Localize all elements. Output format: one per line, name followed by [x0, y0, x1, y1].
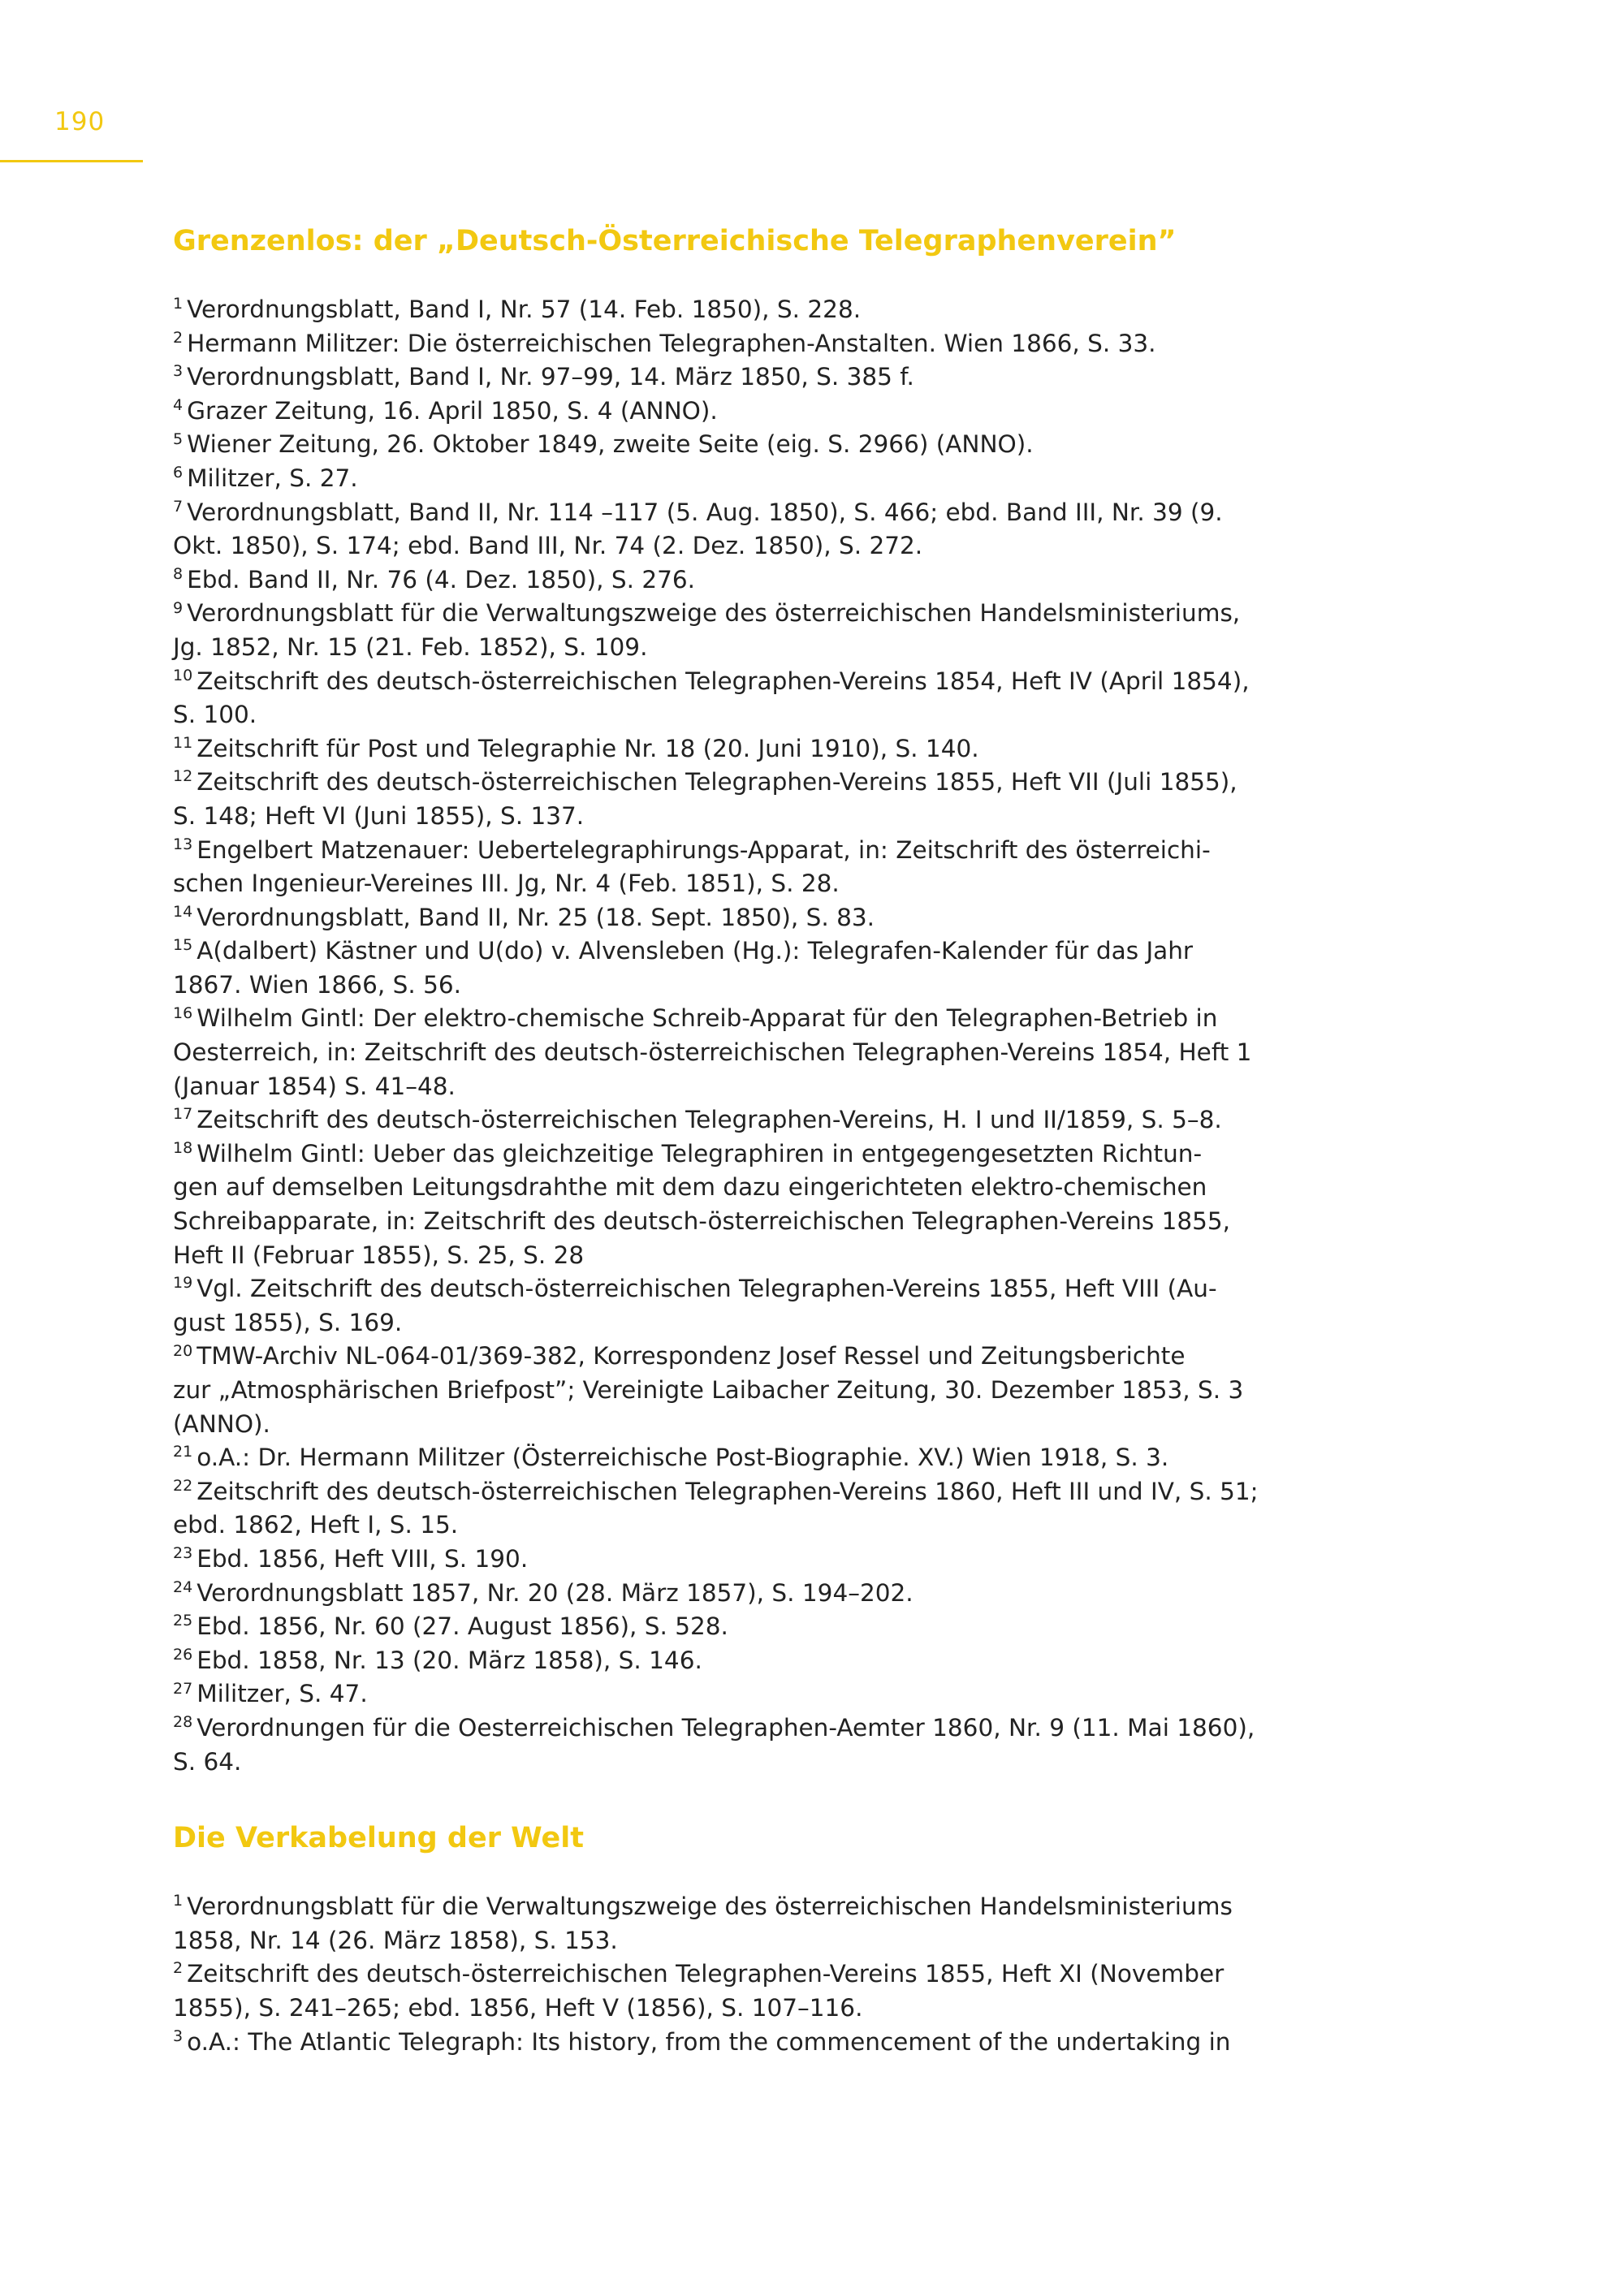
endnote-item [173, 360, 1440, 395]
endnote-number: 28 [173, 1713, 193, 1732]
endnote-item [173, 428, 1440, 462]
endnote-number: 14 [173, 902, 193, 921]
endnote-number: 12 [173, 767, 193, 786]
endnote-list [173, 1890, 1440, 2059]
endnote-text-line: Hermann Militzer: Die österreichischen Telegraphen-Anstalten. Wien 1866, S. 33. [187, 329, 1156, 357]
endnote-number: 1 [173, 295, 184, 313]
endnote-text-line: S. 100. [173, 701, 257, 729]
endnote-item [173, 395, 1440, 429]
endnote-text-line: gen auf demselben Leitungsdrahthe mit dem dazu eingerichteten elektro-chemischen [173, 1173, 1207, 1202]
endnote-item [173, 1677, 1440, 1711]
endnote-item [173, 1340, 1440, 1441]
endnote-item [173, 1577, 1440, 1611]
endnote-item [173, 293, 1440, 327]
endnote-text-line: Zeitschrift des deutsch-österreichischen Telegraphen-Vereins 1860, Heft III und IV, S. 51; [197, 1477, 1259, 1505]
endnote-number: 17 [173, 1105, 193, 1124]
endnote-text-line: Wilhelm Gintl: Der elektro-chemische Schreib-Apparat für den Telegraphen-Betrieb in [197, 1004, 1218, 1033]
endnote-number: 23 [173, 1544, 193, 1563]
endnote-item [173, 766, 1440, 833]
endnote-text-line: 1858, Nr. 14 (26. März 1858), S. 153. [173, 1926, 618, 1954]
endnote-item [173, 563, 1440, 598]
endnote-text-line: Jg. 1852, Nr. 15 (21. Feb. 1852), S. 109. [173, 632, 648, 661]
section-heading: Grenzenlos: der „Deutsch-Österreichische Telegraphenverein” [173, 225, 1177, 257]
endnote-number: 5 [173, 429, 184, 448]
endnote-item [173, 327, 1440, 361]
section-heading: Die Verkabelung der Welt [173, 1822, 584, 1855]
endnote-text-line: o.A.: The Atlantic Telegraph: Its history, from the commencement of the undertaking in [187, 2027, 1231, 2056]
endnote-text-line: Ebd. Band II, Nr. 76 (4. Dez. 1850), S. 276. [187, 565, 696, 594]
endnote-number: 22 [173, 1476, 193, 1495]
endnote-item [173, 1890, 1440, 1957]
endnote-section [173, 1818, 1440, 2059]
endnote-number: 6 [173, 464, 184, 482]
endnote-number: 19 [173, 1274, 193, 1293]
endnote-text-line: ebd. 1862, Heft I, S. 15. [173, 1511, 459, 1539]
endnote-text-line: Zeitschrift für Post und Telegraphie Nr. 18 (20. Juni 1910), S. 140. [197, 734, 979, 762]
endnote-item [173, 732, 1440, 766]
endnote-text-line: Schreibapparate, in: Zeitschrift des deutsch-österreichischen Telegraphen-Vereins 1855, [173, 1207, 1231, 1236]
endnote-text-line: 1855), S. 241–265; ebd. 1856, Heft V (1856), S. 107–116. [173, 1993, 863, 2022]
endnote-text-line: S. 148; Heft VI (Juni 1855), S. 137. [173, 801, 585, 830]
endnote-item [173, 934, 1440, 1002]
endnote-number: 27 [173, 1679, 193, 1698]
endnote-text-line: Heft II (Februar 1855), S. 25, S. 28 [173, 1241, 585, 1269]
endnote-number: 11 [173, 733, 193, 752]
endnote-item [173, 1711, 1440, 1779]
endnote-text-line: (ANNO). [173, 1409, 270, 1438]
endnote-number: 24 [173, 1578, 193, 1596]
endnote-number: 25 [173, 1612, 193, 1630]
endnote-text-line: (Januar 1854) S. 41–48. [173, 1072, 456, 1100]
endnote-text-line: Verordnungsblatt, Band I, Nr. 57 (14. Feb. 1850), S. 228. [187, 296, 862, 323]
endnote-text-line: Verordnungen für die Oesterreichischen Telegraphen-Aemter 1860, Nr. 9 (11. Mai 1860), [197, 1713, 1255, 1742]
endnote-item [173, 1644, 1440, 1678]
endnote-text-line: Zeitschrift des deutsch-österreichischen Telegraphen-Vereins 1854, Heft IV (April 1854), [197, 667, 1250, 695]
endnote-number: 3 [173, 362, 184, 381]
endnote-item [173, 1002, 1440, 1103]
endnote-number: 1 [173, 1892, 184, 1910]
endnote-number: 26 [173, 1645, 193, 1664]
endnote-item [173, 1610, 1440, 1644]
endnote-item [173, 462, 1440, 496]
endnote-text-line: Verordnungsblatt für die Verwaltungszweige des österreichischen Handelsministeriums [187, 1893, 1233, 1921]
endnote-item [173, 901, 1440, 935]
endnote-item [173, 2026, 1440, 2060]
endnote-item [173, 834, 1440, 901]
endnote-text-line: o.A.: Dr. Hermann Militzer (Österreichische Post-Biographie. XV.) Wien 1918, S. 3. [197, 1444, 1169, 1472]
endnote-item [173, 1543, 1440, 1577]
endnote-text-line: Verordnungsblatt 1857, Nr. 20 (28. März 1857), S. 194–202. [197, 1578, 914, 1607]
endnote-number: 13 [173, 835, 193, 853]
endnote-number: 3 [173, 2027, 184, 2045]
endnote-number: 18 [173, 1139, 193, 1158]
endnote-number: 21 [173, 1443, 193, 1461]
endnote-text-line: Oesterreich, in: Zeitschrift des deutsch-österreichischen Telegraphen-Vereins 1854, Heft 1 [173, 1038, 1252, 1067]
endnote-text-line: Okt. 1850), S. 174; ebd. Band III, Nr. 74 (2. Dez. 1850), S. 272. [173, 532, 923, 560]
endnote-item [173, 1272, 1440, 1340]
endnote-text-line: Zeitschrift des deutsch-österreichischen Telegraphen-Vereins, H. I und II/1859, S. 5–8. [197, 1106, 1222, 1134]
endnote-text-line: Wiener Zeitung, 26. Oktober 1849, zweite Seite (eig. S. 2966) (ANNO). [187, 430, 1034, 459]
endnote-text-line: schen Ingenieur-Vereines III. Jg, Nr. 4 (Feb. 1851), S. 28. [173, 870, 840, 898]
endnote-text-line: zur „Atmosphärischen Briefpost”; Vereinigte Laibacher Zeitung, 30. Dezember 1853, S. 3 [173, 1376, 1244, 1404]
endnote-item [173, 665, 1440, 732]
endnote-number: 15 [173, 936, 193, 955]
endnote-text-line: Ebd. 1856, Nr. 60 (27. August 1856), S. 528. [197, 1612, 728, 1641]
endnote-text-line: Zeitschrift des deutsch-österreichischen Telegraphen-Vereins 1855, Heft XI (November [187, 1960, 1224, 1988]
endnote-number: 2 [173, 1959, 184, 1978]
endnote-text-line: Militzer, S. 27. [187, 464, 358, 492]
endnote-number: 8 [173, 564, 184, 583]
endnote-number: 10 [173, 666, 193, 684]
endnote-text-line: Verordnungsblatt für die Verwaltungszweige des österreichischen Handelsministeriums, [187, 599, 1241, 628]
endnote-item [173, 1103, 1440, 1137]
endnote-text-line: 1867. Wien 1866, S. 56. [173, 970, 461, 999]
endnote-text-line: Ebd. 1856, Heft VIII, S. 190. [197, 1544, 529, 1573]
endnote-number: 4 [173, 395, 184, 414]
endnote-number: 7 [173, 497, 184, 516]
endnote-text-line: A(dalbert) Kästner und U(do) v. Alvensleben (Hg.): Telegrafen-Kalender für das Jahr [197, 937, 1194, 965]
endnote-number: 20 [173, 1341, 193, 1360]
endnote-text-line: S. 64. [173, 1747, 242, 1776]
endnote-text-line: Vgl. Zeitschrift des deutsch-österreichischen Telegraphen-Vereins 1855, Heft VIII (Au- [197, 1275, 1217, 1303]
endnote-item [173, 1441, 1440, 1475]
endnote-item [173, 496, 1440, 563]
endnote-item [173, 597, 1440, 664]
endnote-list [173, 293, 1440, 1779]
endnote-text-line: Verordnungsblatt, Band II, Nr. 25 (18. Sept. 1850), S. 83. [197, 903, 875, 931]
endnote-text-line: Wilhelm Gintl: Ueber das gleichzeitige Telegraphiren in entgegengesetzten Richtun- [197, 1139, 1203, 1168]
endnote-number: 9 [173, 598, 184, 617]
endnote-text-line: TMW-Archiv NL-064-01/369-382, Korrespondenz Josef Ressel und Zeitungsberichte [197, 1342, 1186, 1370]
endnote-section [173, 221, 1440, 1779]
endnote-item [173, 1137, 1440, 1272]
endnote-text-line: Verordnungsblatt, Band I, Nr. 97–99, 14. März 1850, S. 385 f. [187, 363, 914, 391]
endnote-item [173, 1957, 1440, 2025]
endnote-text-line: Ebd. 1858, Nr. 13 (20. März 1858), S. 146. [197, 1646, 702, 1674]
page-number: 190 [54, 107, 106, 136]
endnote-text-line: Engelbert Matzenauer: Uebertelegraphirungs-Apparat, in: Zeitschrift des österreichi- [197, 835, 1211, 864]
endnote-number: 16 [173, 1004, 193, 1022]
endnote-text-line: Militzer, S. 47. [197, 1680, 368, 1708]
endnote-text-line: Verordnungsblatt, Band II, Nr. 114 –117 (5. Aug. 1850), S. 466; ebd. Band III, Nr. 39 (9. [187, 498, 1223, 526]
endnotes-content [173, 221, 1440, 2059]
endnote-item [173, 1475, 1440, 1543]
endnote-text-line: Grazer Zeitung, 16. April 1850, S. 4 (ANNO). [187, 396, 718, 425]
endnote-number: 2 [173, 328, 184, 347]
endnote-text-line: Zeitschrift des deutsch-österreichischen Telegraphen-Vereins 1855, Heft VII (Juli 1855), [197, 768, 1237, 796]
page-number-rule [0, 160, 143, 162]
endnote-text-line: gust 1855), S. 169. [173, 1308, 403, 1336]
